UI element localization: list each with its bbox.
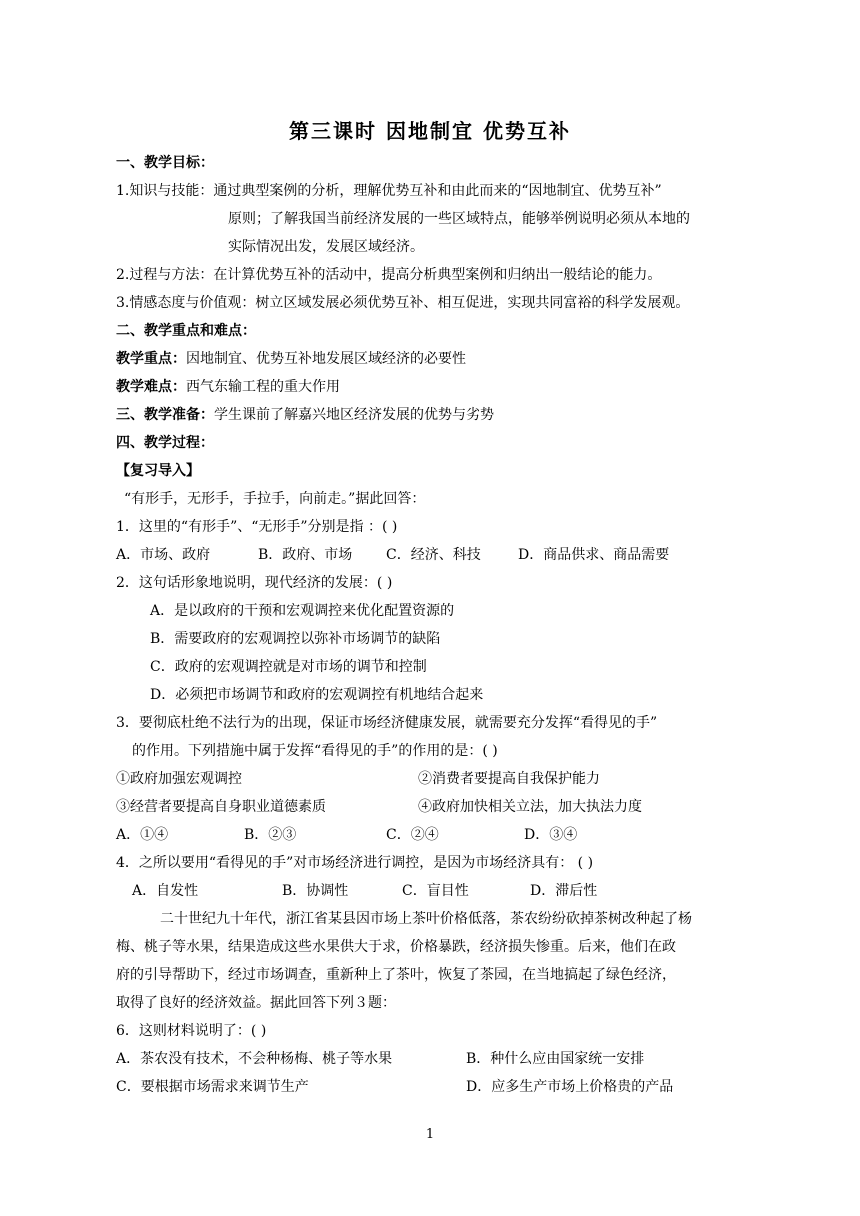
preparation-label: 三、教学准备：	[116, 407, 214, 423]
q2-option-a: A．是以政府的干预和宏观调控来优化配置资源的	[150, 603, 455, 619]
q3-option-b: B．②③	[244, 827, 297, 843]
objective-1-line-2: 原则；了解我国当前经济发展的一些区域特点，能够举例说明必须从本地的	[228, 211, 690, 227]
q3-item-1: ①政府加强宏观调控	[116, 771, 242, 787]
key-point-text: 因地制宜、优势互补地发展区域经济的必要性	[186, 351, 466, 367]
q6-option-c: C．要根据市场需求来调节生产	[116, 1079, 309, 1095]
q4-option-d: D．滞后性	[530, 883, 598, 899]
q3-item-3: ③经营者要提高自身职业道德素质	[116, 799, 326, 815]
preparation-line	[116, 405, 494, 425]
q3-item-2: ②消费者要提高自我保护能力	[418, 771, 600, 787]
passage-line-4: 取得了良好的经济效益。据此回答下列３题：	[116, 995, 396, 1011]
objective-1-line-1: 1.知识与技能：通过典型案例的分析，理解优势互补和由此而来的“因地制宜、优势互补”	[116, 183, 662, 199]
objective-1-line-3: 实际情况出发，发展区域经济。	[228, 239, 424, 255]
question-3-line-1: 3．要彻底杜绝不法行为的出现，保证市场经济健康发展，就需要充分发挥“看得见的手”	[116, 715, 658, 731]
difficulty-line	[116, 377, 340, 397]
question-6: 6．这则材料说明了：( )	[116, 1023, 267, 1039]
q4-option-c: C．盲目性	[402, 883, 469, 899]
q2-option-d: D．必须把市场调节和政府的宏观调控有机地结合起来	[150, 687, 484, 703]
passage-line-3: 府的引导帮助下，经过市场调查，重新种上了茶叶，恢复了茶园，在当地搞起了绿色经济，	[116, 967, 676, 983]
key-point-line	[116, 349, 466, 369]
q2-option-b: B．需要政府的宏观调控以弥补市场调节的缺陷	[150, 631, 441, 647]
q3-option-c: C．②④	[386, 827, 439, 843]
preparation-text: 学生课前了解嘉兴地区经济发展的优势与劣势	[214, 407, 494, 423]
question-2: 2．这句话形象地说明，现代经济的发展：( )	[116, 575, 393, 591]
q4-option-b: B．协调性	[282, 883, 349, 899]
passage-line-1: 二十世纪九十年代，浙江省某县因市场上茶叶价格低落，茶农纷纷砍掉茶树改种起了杨	[160, 911, 692, 927]
q1-option-b: B．政府、市场	[258, 547, 353, 563]
page-title: 第三课时 因地制宜 优势互补	[289, 119, 571, 143]
q3-option-d: D．③④	[524, 827, 578, 843]
q4-option-a: A．自发性	[132, 883, 199, 899]
q6-option-a: A．茶农没有技术，不会种杨梅、桃子等水果	[116, 1051, 393, 1067]
passage-line-2: 梅、桃子等水果，结果造成这些水果供大于求，价格暴跌，经济损失惨重。后来，他们在政	[116, 939, 676, 955]
q3-option-a: A．①④	[116, 827, 169, 843]
q1-option-d: D．商品供求、商品需要	[518, 547, 670, 563]
review-heading: 【复习导入】	[116, 463, 200, 479]
difficulty-text: 西气东输工程的重大作用	[186, 379, 340, 395]
page-number: 1	[425, 1127, 435, 1142]
key-point-label: 教学重点：	[116, 351, 186, 367]
section-keypoints-heading: 二、教学重点和难点：	[116, 323, 256, 339]
objective-3: 3.情感态度与价值观：树立区域发展必须优势互补、相互促进，实现共同富裕的科学发展观。	[116, 295, 690, 311]
question-1: 1．这里的“有形手”、“无形手”分别是指 ：( )	[116, 519, 398, 535]
q1-option-c: C．经济、科技	[386, 547, 481, 563]
q3-item-4: ④政府加快相关立法，加大执法力度	[418, 799, 642, 815]
difficulty-label: 教学难点：	[116, 379, 186, 395]
objective-2: 2.过程与方法：在计算优势互补的活动中，提高分析典型案例和归纳出一般结论的能力。	[116, 267, 662, 283]
section-process-heading: 四、教学过程：	[116, 435, 214, 451]
question-4: 4．之所以要用“看得见的手”对市场经济进行调控，是因为市场经济具有： ( )	[116, 855, 594, 871]
q1-option-a: A．市场、政府	[116, 547, 211, 563]
question-3-line-2: 的作用。下列措施中属于发挥“看得见的手”的作用的是：( )	[132, 743, 498, 759]
q2-option-c: C．政府的宏观调控就是对市场的调节和控制	[150, 659, 427, 675]
section-objectives-heading: 一、教学目标：	[116, 155, 214, 171]
q6-option-d: D．应多生产市场上价格贵的产品	[466, 1079, 674, 1095]
intro-quote: “有形手，无形手，手拉手，向前走。”据此回答：	[124, 491, 426, 507]
q6-option-b: B．种什么应由国家统一安排	[466, 1051, 645, 1067]
